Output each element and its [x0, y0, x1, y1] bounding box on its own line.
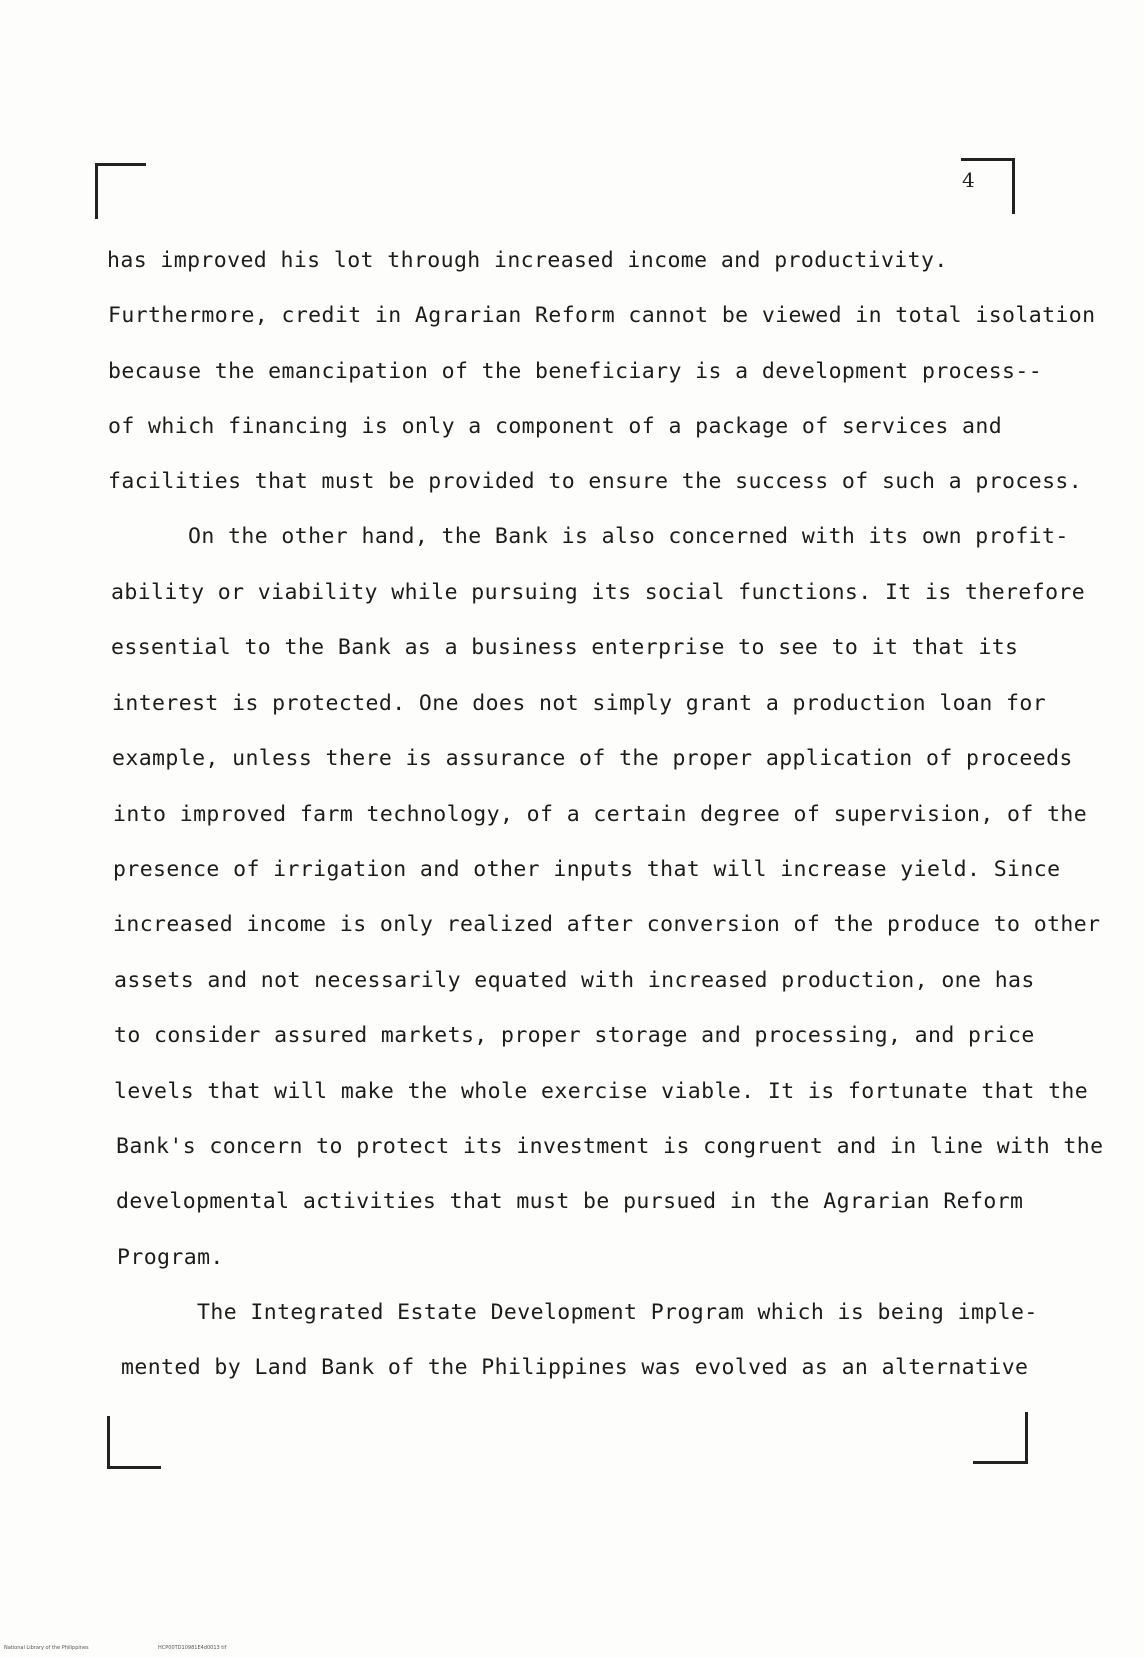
footer-library-name: National Library of the Philippines [4, 1645, 89, 1651]
body-text-line: The Integrated Estate Development Program which is being imple- [197, 1300, 1038, 1325]
body-text-line: has improved his lot through increased income and productivity. [107, 248, 948, 273]
body-text-line: presence of irrigation and other inputs that will increase yield. Since [113, 857, 1061, 882]
crop-mark-bottom-right [973, 1461, 1028, 1464]
body-text-line: On the other hand, the Bank is also concerned with its own profit- [188, 524, 1069, 549]
crop-mark-bottom-right [1025, 1412, 1028, 1464]
body-text-line: increased income is only realized after conversion of the produce to other [113, 912, 1101, 937]
body-text-line: of which financing is only a component of a package of services and [108, 414, 1003, 439]
body-text-line: Furthermore, credit in Agrarian Reform cannot be viewed in total isolation [108, 303, 1096, 328]
body-text-line: interest is protected. One does not simply grant a production loan for [112, 691, 1047, 716]
crop-mark-bottom-left [107, 1466, 161, 1469]
crop-mark-top-right [961, 158, 1014, 161]
crop-mark-top-left [95, 163, 146, 166]
page-number: 4 [962, 168, 975, 192]
body-text-line: Bank's concern to protect its investment is congruent and in line with the [116, 1134, 1104, 1159]
crop-mark-top-right [1012, 158, 1015, 214]
crop-mark-bottom-left [107, 1416, 110, 1469]
footer-file-id: HCP00TD10981E4d0013 tif [158, 1645, 227, 1651]
body-text-line: example, unless there is assurance of the proper application of proceeds [112, 746, 1073, 771]
body-text-line: essential to the Bank as a business enterprise to see to it that its [111, 635, 1019, 660]
body-text-line: assets and not necessarily equated with increased production, one has [114, 968, 1035, 993]
body-text-line: facilities that must be provided to ensure the success of such a process. [108, 469, 1083, 494]
body-text-line: because the emancipation of the beneficiary is a development process-- [108, 359, 1043, 384]
body-text-line: developmental activities that must be pursued in the Agrarian Reform [116, 1189, 1024, 1214]
crop-mark-top-left [95, 163, 98, 219]
body-text-line: ability or viability while pursuing its social functions. It is therefore [111, 580, 1086, 605]
body-text-line: mented by Land Bank of the Philippines was evolved as an alternative [121, 1355, 1029, 1380]
body-text-line: into improved farm technology, of a certain degree of supervision, of the [113, 802, 1088, 827]
body-text-line: levels that will make the whole exercise viable. It is fortunate that the [114, 1079, 1089, 1104]
body-text-line: to consider assured markets, proper storage and processing, and price [114, 1023, 1035, 1048]
body-text-line: Program. [117, 1245, 224, 1270]
